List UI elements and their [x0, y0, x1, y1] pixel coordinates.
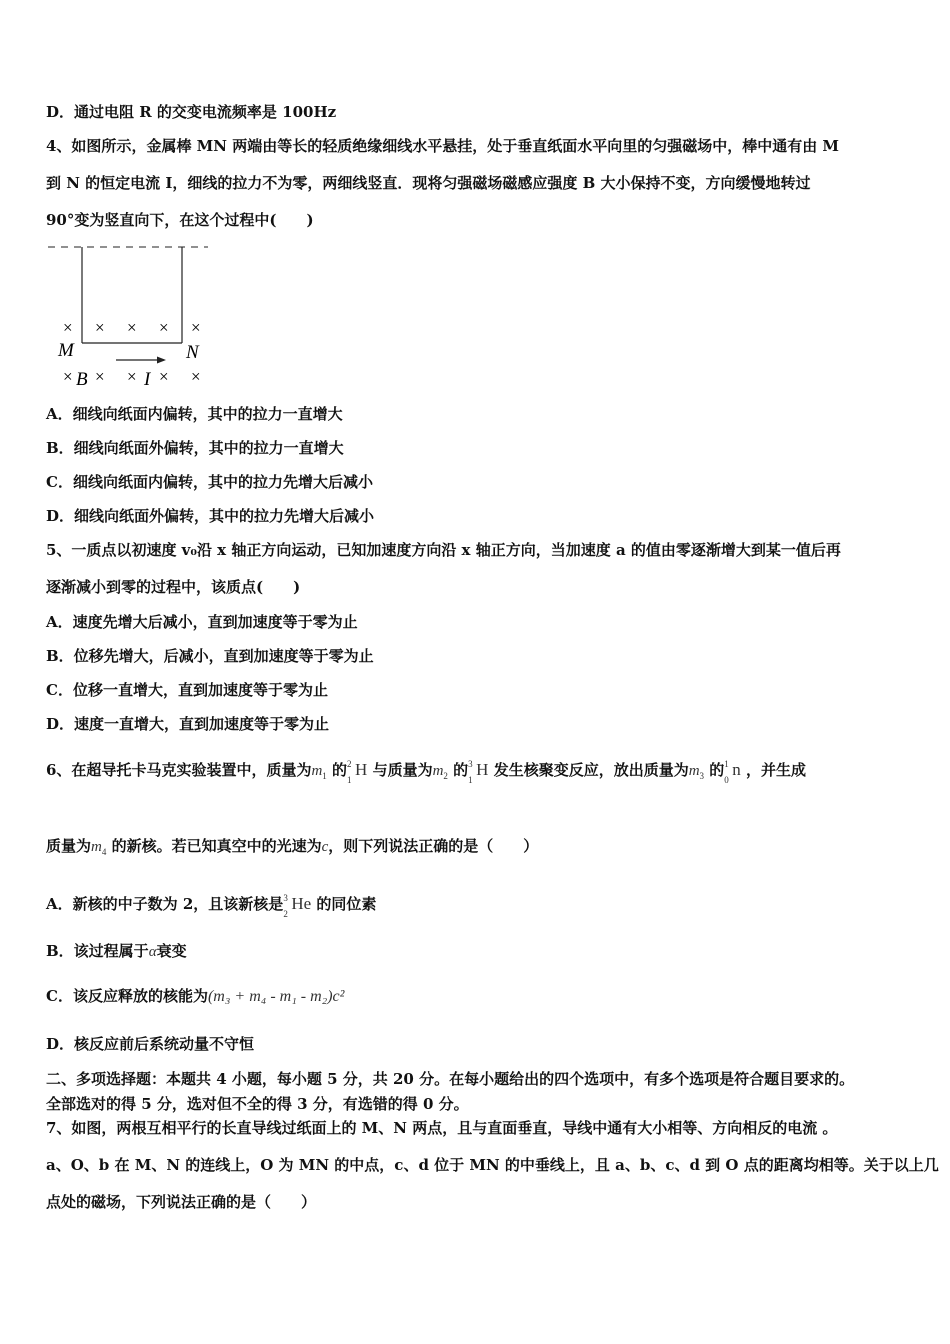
q5-stem-line2: 逐渐减小到零的过程中，该质点( ): [46, 578, 301, 596]
tritium-symbol: 3 1 H: [468, 759, 489, 785]
q4-option-a: A．细线向纸面内偏转，其中的拉力一直增大: [46, 405, 343, 423]
q4-stem-line2: 到 N 的恒定电流 I，细线的拉力不为零，两细线竖直．现将匀强磁场磁感应强度 B 大小保持不变，方向缓慢地转过: [46, 174, 811, 192]
cross-mark: ×: [191, 318, 201, 337]
q5-option-b: B．位移先增大，后减小，直到加速度等于零为止: [46, 647, 374, 665]
q6-option-b: B．该过程属于α衰变: [46, 942, 187, 960]
q4-stem-line1: 4、如图所示，金属棒 MN 两端由等长的轻质绝缘细线水平悬挂，处于垂直纸面水平向里的匀强磁场中，棒中通有由 M: [46, 137, 840, 155]
q6-option-a: A．新核的中子数为 2，且该新核是 3 2 He 的同位素: [46, 893, 377, 919]
label-m: M: [58, 340, 74, 361]
mass-m1: $m_1$: [311, 763, 327, 781]
mass-m2: $m_2$: [432, 763, 448, 781]
cross-mark: ×: [191, 367, 201, 386]
cross-mark: ×: [127, 318, 137, 337]
light-speed-c: c: [321, 839, 329, 855]
q5-option-a: A．速度先增大后减小，直到加速度等于零为止: [46, 613, 358, 631]
section2-heading-line2: 全部选对的得 5 分，选对但不全的得 3 分，有选错的得 0 分。: [46, 1095, 469, 1113]
q4-option-d: D．细线向纸面外偏转，其中的拉力先增大后减小: [46, 507, 375, 525]
section2-heading-line1: 二、多项选择题：本题共 4 小题，每小题 5 分，共 20 分。在每小题给出的四个选项中，有多个选项是符合题目要求的。: [46, 1070, 855, 1088]
prev-option-d: D．通过电阻 R 的交变电流频率是 100Hz: [46, 103, 337, 121]
alpha-symbol: α: [148, 944, 157, 960]
q4-stem-line3: 90°变为竖直向下，在这个过程中( ): [46, 211, 314, 229]
cross-mark: ×: [63, 318, 73, 337]
q5-stem-line1: 5、一质点以初速度 v₀沿 x 轴正方向运动，已知加速度方向沿 x 轴正方向，当加速度 a 的值由零逐渐增大到某一值后再: [46, 541, 841, 559]
cross-mark: ×: [127, 367, 137, 386]
mass-m3: $m_3$: [688, 763, 705, 781]
q7-stem-line2: a、O、b 在 M、N 的连线上，O 为 MN 的中点，c、d 位于 MN 的中垂线上，且 a、b、c、d 到 O 点的距离均相等。关于以上几: [46, 1156, 939, 1174]
neutron-symbol: 1 0 n: [724, 759, 741, 785]
cross-mark: ×: [95, 367, 105, 386]
mass-m4: $m_4$: [91, 839, 107, 857]
label-n: N: [186, 342, 199, 363]
cross-mark: ×: [63, 367, 73, 386]
q5-option-c: C．位移一直增大，直到加速度等于零为止: [46, 681, 328, 699]
cross-mark: ×: [95, 318, 105, 337]
deuterium-symbol: 2 1 H: [347, 759, 368, 785]
q7-stem-line1: 7、如图，两根互相平行的长直导线过纸面上的 M、N 两点，且与直面垂直，导线中通有大小相等、方向相反的电流 。: [46, 1119, 838, 1137]
q6-option-d: D．核反应前后系统动量不守恒: [46, 1035, 255, 1053]
q4-option-b: B．细线向纸面外偏转，其中的拉力一直增大: [46, 439, 344, 457]
cross-mark: ×: [159, 367, 169, 386]
current-arrowhead: [157, 357, 166, 364]
q6-stem-line1: 6、在超导托卡马克实验装置中，质量为$m_1$ 的 2 1 H 与质量为$m_2$ 的 3 1 H 发生核聚变反应，放出质量为$m_3$ 的 1 0 n ，并生成: [46, 759, 807, 785]
q4-option-c: C．细线向纸面内偏转，其中的拉力先增大后减小: [46, 473, 373, 491]
label-i: I: [144, 369, 151, 390]
q7-stem-line3: 点处的磁场，下列说法正确的是（ ）: [46, 1193, 317, 1211]
q5-option-d: D．速度一直增大，直到加速度等于零为止: [46, 715, 330, 733]
energy-formula: (m₃ + m₄ - m₁ - m₂)c²: [207, 988, 345, 1005]
q4-figure: [46, 238, 226, 394]
q6-stem-line2: 质量为$m_4$ 的新核。若已知真空中的光速为c，则下列说法正确的是（ ）: [46, 837, 539, 857]
label-b: B: [76, 369, 88, 390]
cross-mark: ×: [159, 318, 169, 337]
q6-option-c: C．该反应释放的核能为(m₃ + m₄ - m₁ - m₂)c²: [46, 987, 345, 1005]
helium-symbol: 3 2 He: [283, 893, 312, 919]
